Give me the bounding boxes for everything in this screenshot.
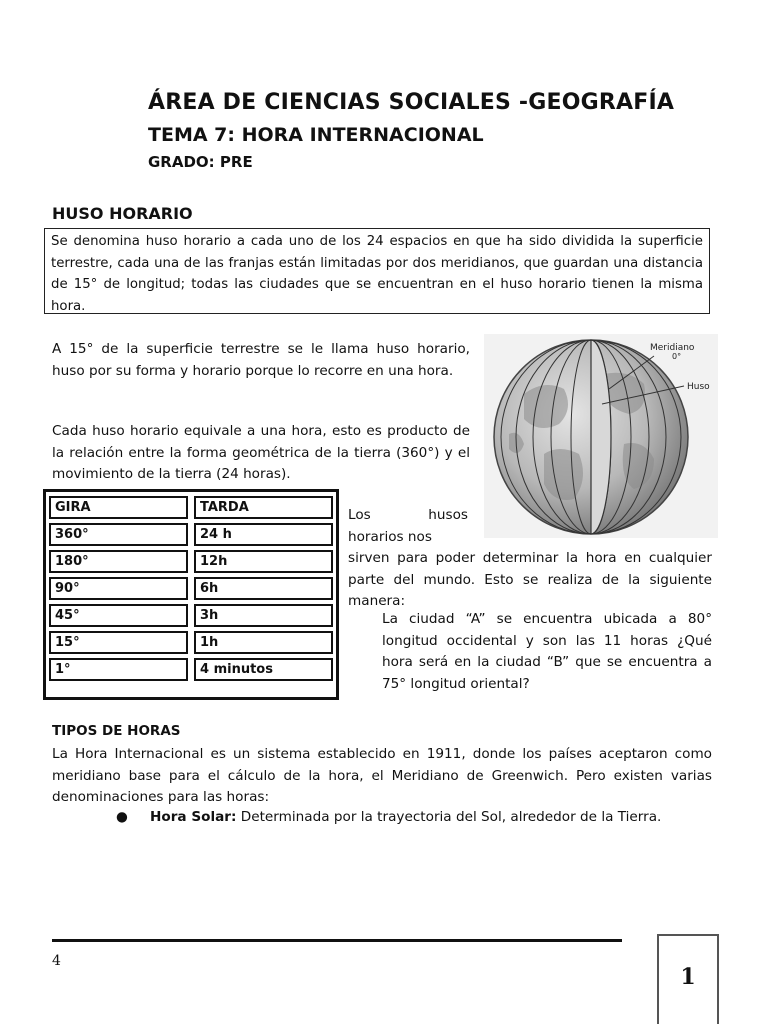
paragraph-hora-internacional: La Hora Internacional es un sistema establecido en 1911, donde los países aceptaron como meridiano base para el cálculo de la hora, el Meridiano de Greenwich. Pero existen varias denominaciones para las horas: [52,746,712,805]
table-row [49,577,333,600]
paragraph-equivalence: Cada huso horario equivale a una hora, esto es producto de la relación entre la forma geométrica de la tierra (360°) y el movimiento de la tierra (24 horas). [52,423,470,482]
grade-label: GRADO: PRE [148,153,253,171]
table-header-gira: GIRA [49,496,188,519]
table-row [49,523,333,546]
table-cell-degrees: 15° [49,631,188,654]
section-title-huso-horario: HUSO HORARIO [52,204,193,223]
huso-label: Huso [687,382,710,392]
meridian-label: Meridiano [650,343,695,353]
bullet-text: Determinada por la trayectoria del Sol, alrededor de la Tierra. [236,809,662,825]
bullet-icon: ● [116,809,128,825]
exercise-question: La ciudad “A” se encuentra ubicada a 80° longitud occidental y son las 11 horas ¿Qué hora será en la ciudad “B” que se encuentra a 75° longitud oriental? [382,611,712,692]
globe-illustration [484,334,718,538]
table-row [49,550,333,573]
table-cell-degrees: 360° [49,523,188,546]
paragraph-husos-start: Los husos horarios nos [348,507,468,545]
table-cell-time: 1h [194,631,333,654]
table-row [49,604,333,627]
table-cell-degrees: 45° [49,604,188,627]
table-header-tarda: TARDA [194,496,333,519]
table-cell-time: 24 h [194,523,333,546]
degrees-hours-table [43,489,339,700]
globe-figure [484,334,718,538]
table-header-row [49,496,333,519]
topic-title: TEMA 7: HORA INTERNACIONAL [148,124,484,146]
bullet-term: Hora Solar: [150,809,237,825]
table-row [49,658,333,681]
meridian-zero-label: 0° [672,352,682,361]
definition-box: Se denomina huso horario a cada uno de los 24 espacios en que ha sido dividida la superficie terrestre, cada una de las franjas están limitadas por dos meridianos, que guardan una distancia de 15° de longitud; todas las ciudades que se encuentran en el huso horario tienen la misma hora. [44,228,710,314]
page-number-box: 1 [657,934,719,1024]
table-cell-degrees: 1° [49,658,188,681]
tipos-title: TIPOS DE HORAS [52,723,181,739]
table-cell-degrees: 90° [49,577,188,600]
table-cell-time: 12h [194,550,333,573]
table-row [49,631,333,654]
footer-divider [52,939,622,942]
bullet-item-hora-solar [116,809,661,825]
footer-page-number: 4 [52,953,61,969]
paragraph-15-degrees: A 15° de la superficie terrestre se le llama huso horario, huso por su forma y horario porque lo recorre en una hora. [52,341,470,379]
table-cell-time: 6h [194,577,333,600]
page-title: ÁREA DE CIENCIAS SOCIALES -GEOGRAFÍA [148,90,675,115]
table-cell-degrees: 180° [49,550,188,573]
table-cell-time: 3h [194,604,333,627]
paragraph-husos-rest: sirven para poder determinar la hora en cualquier parte del mundo. Esto se realiza de la siguiente manera: [348,550,712,609]
table-cell-time: 4 minutos [194,658,333,681]
